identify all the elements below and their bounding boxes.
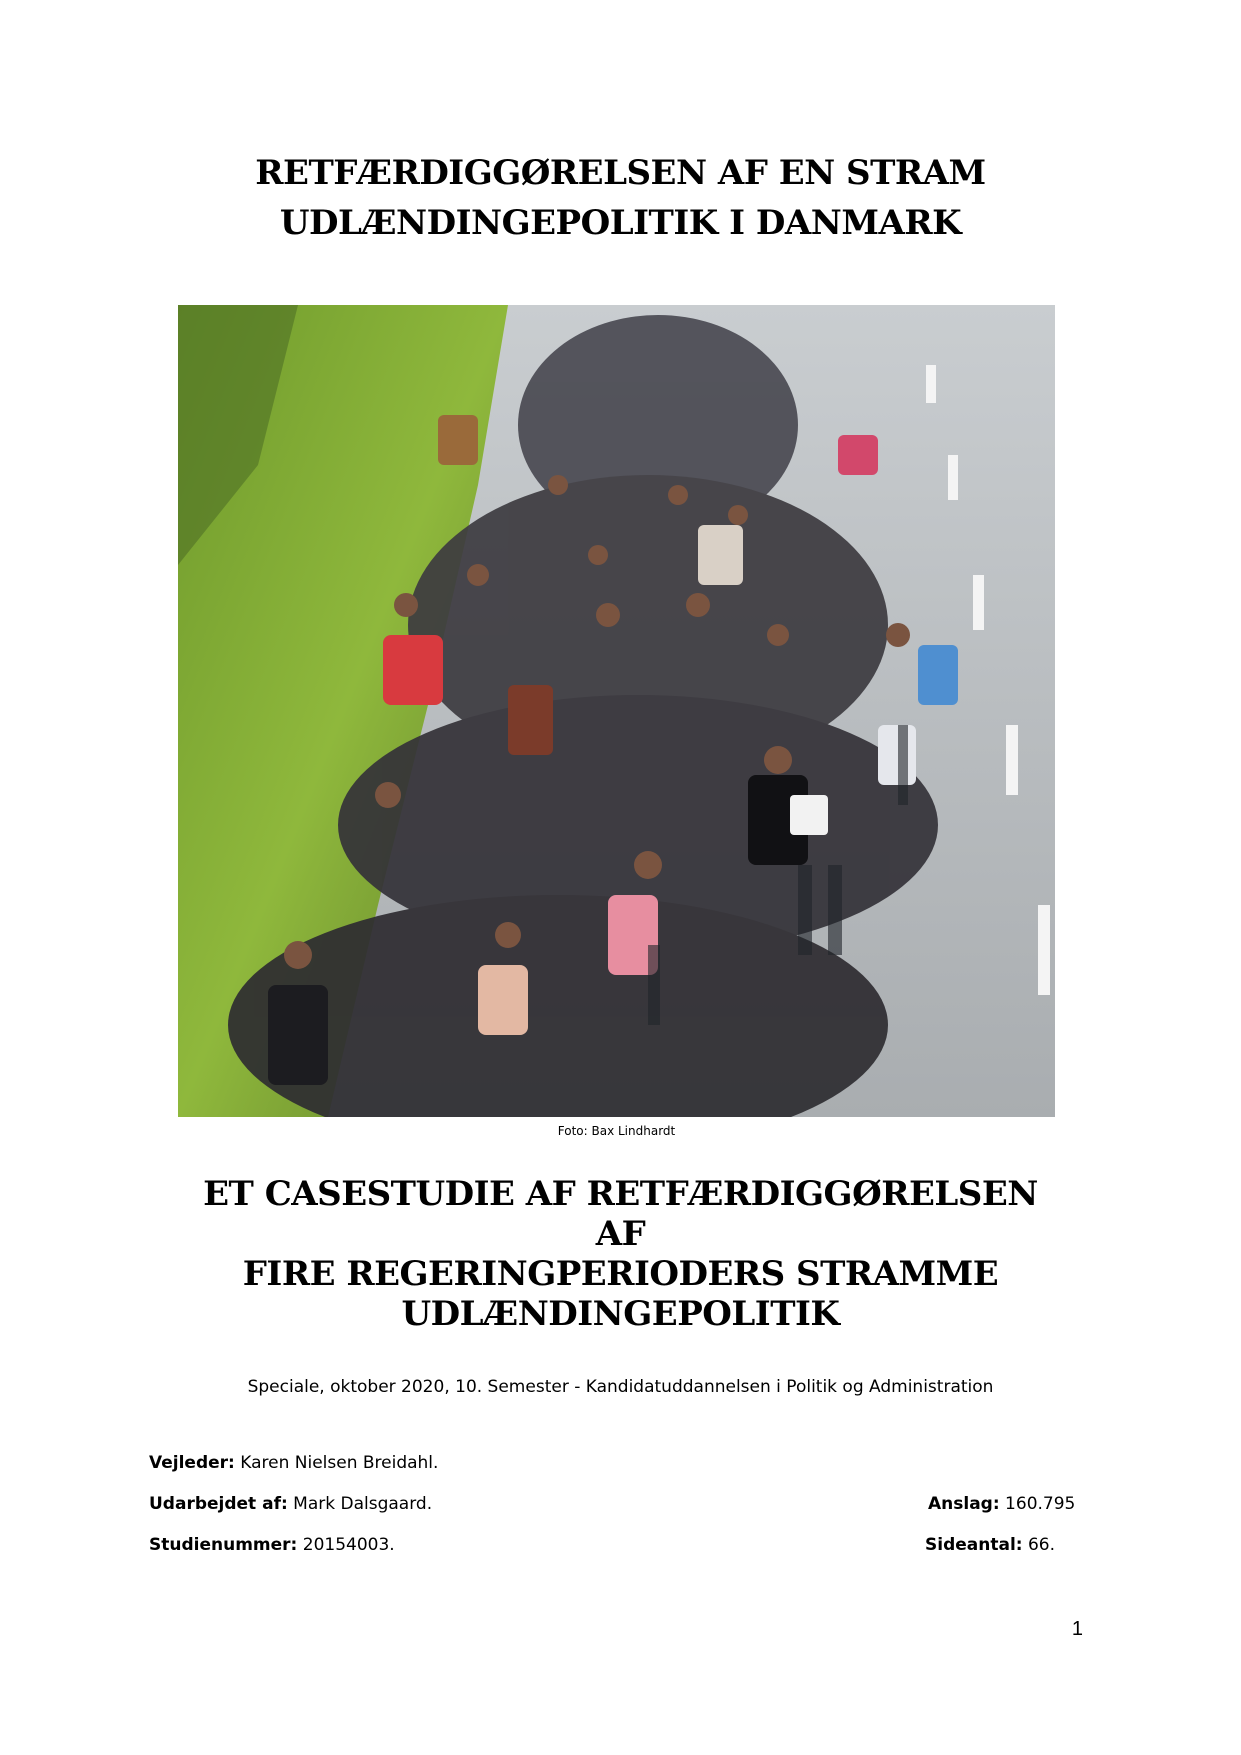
pages-value: 66. (1022, 1535, 1056, 1555)
supervisor-value: Karen Nielsen Breidahl. (234, 1453, 439, 1473)
pages-row (925, 1535, 1055, 1555)
student-label: Studienummer: (149, 1535, 298, 1555)
chars-label: Anslag: (928, 1494, 1000, 1514)
chars-row (928, 1494, 1075, 1514)
title-line-1: RETFÆRDIGGØRELSEN AF EN STRAM (255, 153, 986, 193)
pages-label: Sideantal: (925, 1535, 1023, 1555)
supervisor-row (149, 1453, 438, 1473)
photo-caption: Foto: Bax Lindhardt (557, 1124, 676, 1138)
subtitle-line-2: AF (595, 1214, 646, 1254)
page-number: 1 (1071, 1618, 1083, 1640)
student-row (149, 1535, 395, 1555)
subtitle (120, 1174, 1121, 1334)
supervisor-label: Vejleder: (149, 1453, 235, 1473)
subtitle-line-4: UDLÆNDINGEPOLITIK (401, 1294, 840, 1334)
cover-photo (178, 305, 1055, 1117)
program-line: Speciale, oktober 2020, 10. Semester - Kandidatuddannelsen i Politik og Administration (247, 1377, 994, 1397)
author-value: Mark Dalsgaard. (287, 1494, 433, 1514)
author-row (149, 1494, 432, 1514)
title-line-2: UDLÆNDINGEPOLITIK I DANMARK (279, 203, 962, 243)
page-title (120, 148, 1121, 248)
student-value: 20154003. (297, 1535, 395, 1555)
chars-value: 160.795 (999, 1494, 1076, 1514)
author-label: Udarbejdet af: (149, 1494, 288, 1514)
subtitle-line-3: FIRE REGERINGPERIODERS STRAMME (242, 1254, 999, 1294)
subtitle-line-1: ET CASESTUDIE AF RETFÆRDIGGØRELSEN (203, 1174, 1038, 1214)
